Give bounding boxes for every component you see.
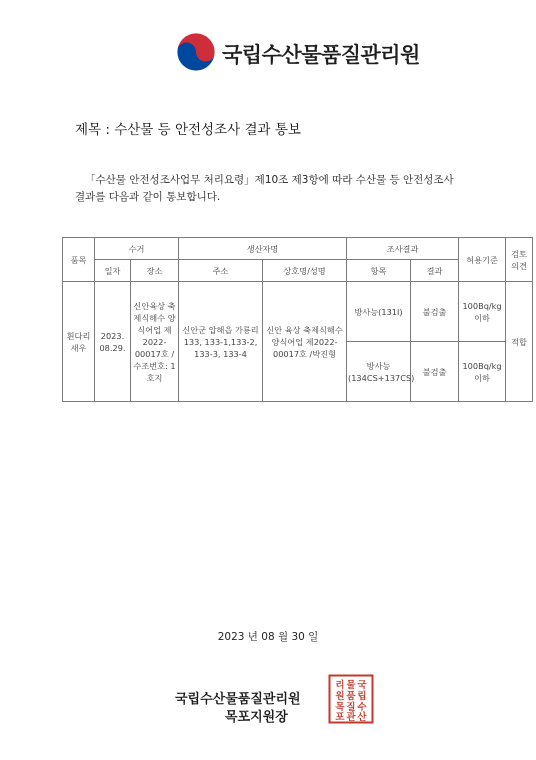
header-company: 상호명/성명 [263, 260, 347, 282]
svg-text:리: 리 [335, 680, 345, 691]
body-line-1: 「수산물 안전성조사업무 처리요령」제10조 제3항에 따라 수산물 등 안전성조사 [85, 174, 454, 186]
cell-test-standard: 100Bq/kg 이하 [459, 342, 506, 402]
header-place: 장소 [131, 260, 179, 282]
svg-text:품: 품 [346, 691, 356, 702]
header-review: 검토 의견 [506, 238, 533, 282]
header-test-item: 항목 [347, 260, 411, 282]
svg-text:포: 포 [335, 712, 345, 723]
svg-text:립: 립 [357, 691, 367, 702]
header-result: 결과 [411, 260, 459, 282]
letterhead [0, 30, 536, 74]
cell-test-name: 방사능(131I) [347, 282, 411, 342]
signature-org: 국립수산물품질관리원 [175, 692, 301, 707]
svg-text:수: 수 [357, 702, 367, 713]
svg-text:산: 산 [357, 712, 367, 723]
government-emblem-icon [176, 32, 216, 72]
cell-test-standard: 100Bq/kg 이하 [459, 282, 506, 342]
svg-text:국: 국 [357, 680, 367, 691]
document-subject: 제목 : 수산물 등 안전성조사 결과 통보 [75, 122, 301, 138]
signature-office: 목포지원장 [225, 710, 288, 725]
cell-test-name: 방사능 (134CS+137CS) [347, 342, 411, 402]
cell-item: 흰다리 새우 [63, 282, 95, 402]
cell-address: 신안군 압해읍 가룡리 133, 133-1,133-2, 133-3, 133-4 [179, 282, 263, 402]
cell-company: 신안 육상 축제식해수 양식어업 제2022-00017호 /박진형 [263, 282, 347, 402]
document-date: 2023 년 08 월 30 일 [217, 631, 319, 643]
header-survey-result: 조사결과 [347, 238, 459, 260]
org-title: 국립수산물품질관리원 [222, 43, 420, 67]
body-text [75, 172, 495, 206]
header-address: 주소 [179, 260, 263, 282]
header-date: 일자 [95, 260, 131, 282]
cell-test-result: 불검출 [411, 342, 459, 402]
survey-result-table [62, 237, 533, 402]
header-collection: 수거 [95, 238, 179, 260]
header-standard: 허용기준 [459, 238, 506, 282]
cell-review: 적합 [506, 282, 533, 402]
svg-text:목: 목 [335, 702, 345, 713]
svg-text:물: 물 [346, 680, 356, 691]
header-item: 품목 [63, 238, 95, 282]
svg-text:원: 원 [335, 691, 345, 702]
cell-test-result: 불검출 [411, 282, 459, 342]
header-producer: 생산자명 [179, 238, 347, 260]
official-seal-icon [328, 674, 374, 724]
cell-date: 2023. 08.29. [95, 282, 131, 402]
body-line-2: 결과를 다음과 같이 통보합니다. [75, 191, 221, 203]
svg-text:관: 관 [346, 712, 356, 723]
svg-text:질: 질 [346, 702, 356, 713]
cell-place: 신안육상 축제식해수 양식어업 제2022-00017호 /수조번호: 1호지 [131, 282, 179, 402]
